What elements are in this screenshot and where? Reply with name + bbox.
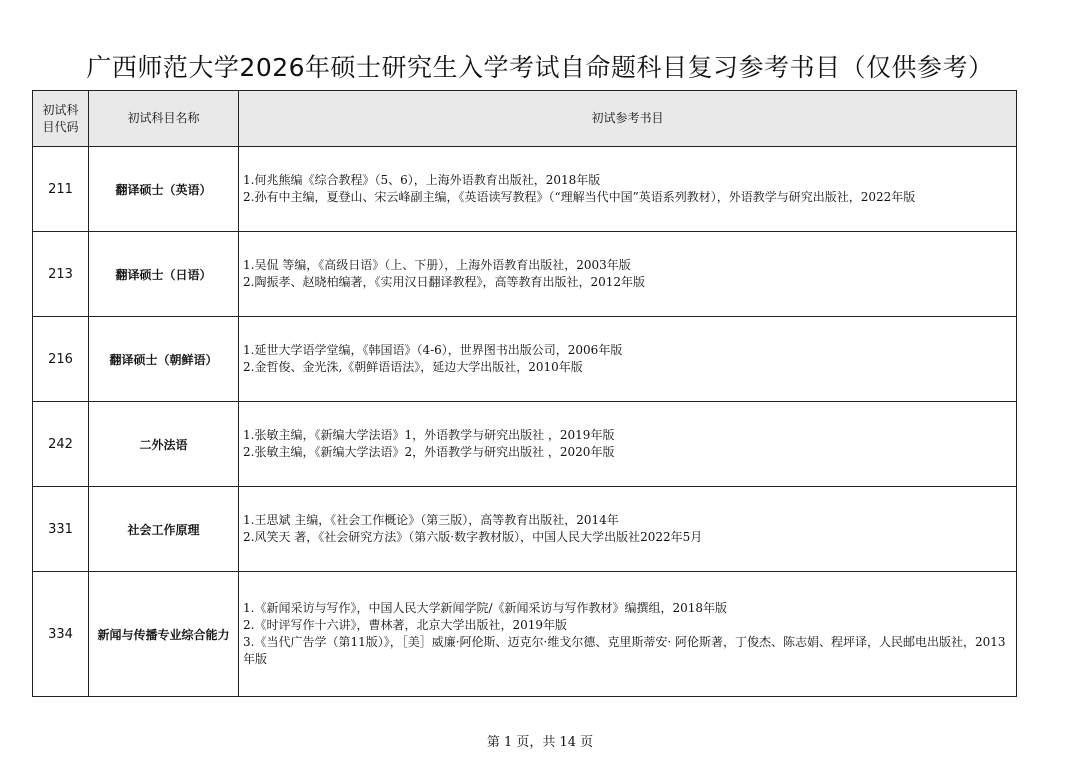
reference-books-cell [239, 572, 1017, 697]
subject-name-cell: 新闻与传播专业综合能力 [89, 572, 239, 697]
subject-code-cell: 213 [33, 232, 89, 317]
reference-book-entry: 3.《当代广告学（第11版）》，［美］威廉·阿伦斯、迈克尔·维戈尔德、克里斯蒂安· 阿伦斯著，丁俊杰、陈志娟、程坪译，人民邮电出版社，2013年版 [243, 635, 1006, 666]
subject-code-cell: 242 [33, 402, 89, 487]
header-subject-code-line1: 初试科 [42, 102, 79, 117]
reference-books-cell [239, 147, 1017, 232]
header-reference-books: 初试参考书目 [239, 91, 1017, 147]
subject-code-cell: 216 [33, 317, 89, 402]
table-row [33, 317, 1017, 402]
table-row [33, 572, 1017, 697]
table-header-row [33, 91, 1017, 147]
subject-name-cell: 翻译硕士（英语） [89, 147, 239, 232]
table-row [33, 232, 1017, 317]
reference-books-cell [239, 232, 1017, 317]
subject-name-cell: 翻译硕士（朝鲜语） [89, 317, 239, 402]
reference-book-entry: 1.吴侃 等编，《高级日语》（上、下册），上海外语教育出版社，2003年版 [243, 258, 631, 272]
reference-book-entry: 1.何兆熊编《综合教程》（5、6），上海外语教育出版社，2018年版 [243, 173, 601, 187]
reference-book-entry: 1.张敏主编，《新编大学法语》1，外语教学与研究出版社 ，2019年版 [243, 428, 615, 442]
reference-book-entry: 2.《时评写作十六讲》，曹林著，北京大学出版社，2019年版 [243, 618, 567, 632]
bibliography-table [32, 90, 1017, 697]
subject-name-cell: 社会工作原理 [89, 487, 239, 572]
table-row [33, 147, 1017, 232]
subject-code-cell: 331 [33, 487, 89, 572]
page-title: 广西师范大学2026年硕士研究生入学考试自命题科目复习参考书目（仅供参考） [86, 53, 994, 82]
subject-code-cell: 211 [33, 147, 89, 232]
reference-book-entry: 2.陶振孝、赵晓柏编著，《实用汉日翻译教程》，高等教育出版社，2012年版 [243, 275, 645, 289]
reference-books-cell [239, 317, 1017, 402]
subject-code-cell: 334 [33, 572, 89, 697]
reference-book-entry: 1.王思斌 主编，《社会工作概论》（第三版），高等教育出版社，2014年 [243, 513, 619, 527]
reference-books-cell [239, 487, 1017, 572]
page-number-footer: 第 1 页，共 14 页 [486, 735, 594, 750]
reference-book-entry: 2.金哲俊、金光洙,《朝鲜语语法》，延边大学出版社，2010年版 [243, 360, 583, 374]
header-subject-name: 初试科目名称 [89, 91, 239, 147]
reference-book-entry: 2.风笑天 著，《社会研究方法》（第六版·数字教材版），中国人民大学出版社2022年5月 [243, 530, 703, 544]
reference-book-entry: 1.延世大学语学堂编，《韩国语》（4-6），世界图书出版公司，2006年版 [243, 343, 623, 357]
header-subject-code [33, 91, 89, 147]
table-row [33, 402, 1017, 487]
header-subject-code-line2: 目代码 [42, 119, 79, 134]
reference-book-entry: 1.《新闻采访与写作》，中国人民大学新闻学院/《新闻采访与写作教材》编撰组，2018年版 [243, 601, 728, 615]
reference-book-entry: 2.孙有中主编，夏登山、宋云峰副主编，《英语读写教程》（“理解当代中国”英语系列教材），外语教学与研究出版社，2022年版 [243, 190, 916, 204]
subject-name-cell: 二外法语 [89, 402, 239, 487]
subject-name-cell: 翻译硕士（日语） [89, 232, 239, 317]
table-row [33, 487, 1017, 572]
reference-books-cell [239, 402, 1017, 487]
reference-book-entry: 2.张敏主编，《新编大学法语》2，外语教学与研究出版社 ，2020年版 [243, 445, 615, 459]
